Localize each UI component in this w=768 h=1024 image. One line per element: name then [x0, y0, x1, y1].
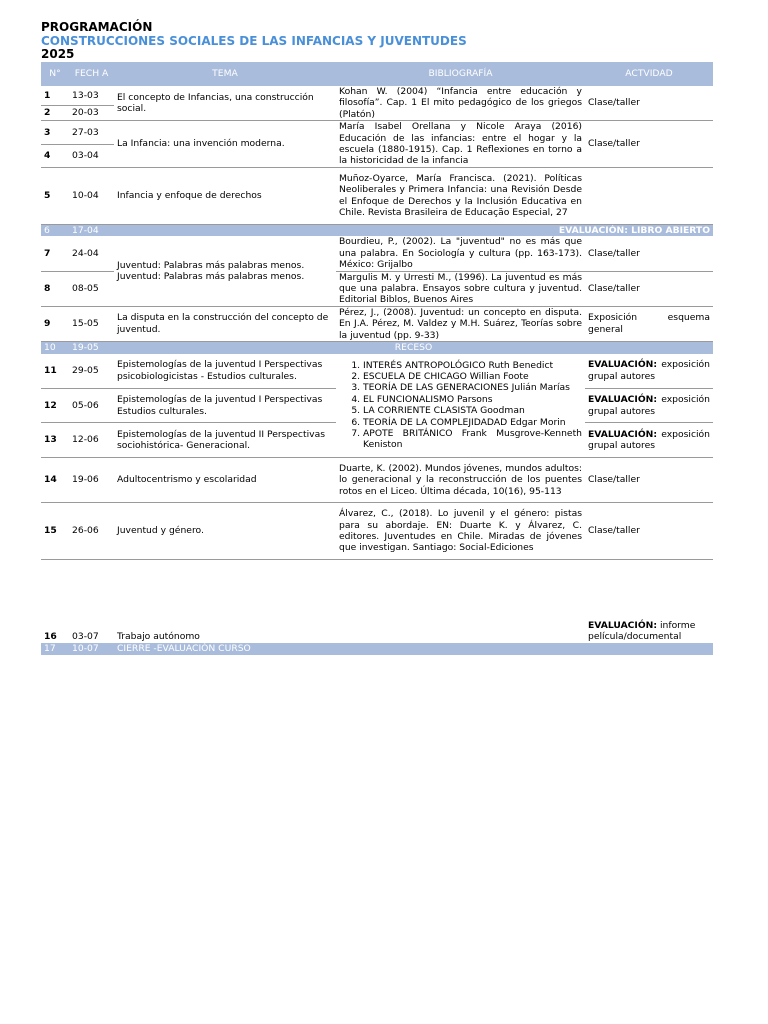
row-activity	[585, 354, 713, 389]
row-number: 5	[41, 167, 69, 224]
row-activity	[585, 167, 713, 224]
activity-text: exposición grupal autores	[588, 359, 710, 382]
row-activity	[585, 389, 713, 423]
row-topic: La disputa en la construcción del concepto de juventud.	[114, 306, 336, 341]
row-topic: Epistemologías de la juventud I Perspectivas psicobiologicistas - Estudios culturales.	[114, 354, 336, 389]
evaluation-label: EVALUACIÓN: LIBRO ABIERTO	[114, 224, 713, 236]
row-date: 29-05	[69, 354, 114, 389]
row-activity: Clase/taller	[585, 458, 713, 503]
row-number: 14	[41, 458, 69, 503]
row-bibliography: Muñoz-Oyarce, María Francisca. (2021). Políticas Neoliberales y Primera Infancia: una Revisión Desde el Enfoque de Derechos y la Inclusión Educativa en Chile. Revista Brasileira de Educação Especial, 27	[336, 167, 585, 224]
table-row	[41, 560, 713, 643]
row-date: 10-07	[69, 643, 114, 655]
row-date: 05-06	[69, 389, 114, 423]
column-header-bibliography: BIBLIOGRAFÍA	[336, 62, 585, 86]
authors-list-item: 3. TEORÍA DE LAS GENERACIONES Julián Marías	[363, 382, 582, 393]
row-date: 13-03	[69, 86, 114, 106]
evaluation-row	[41, 224, 713, 236]
row-number: 8	[41, 271, 69, 306]
document-title: PROGRAMACIÓN	[41, 20, 153, 34]
column-header-activity: ACTVIDAD	[585, 62, 713, 86]
row-number: 17	[41, 643, 69, 655]
row-bibliography: María Isabel Orellana y Nicole Araya (2016) Educación de las infancias: entre el hogar y la escuela (1880-1915). Cap. 1 Reflexiones en torno a la historicidad de la infancia	[336, 121, 585, 168]
row-activity: Clase/taller	[585, 271, 713, 306]
row-topic: El concepto de Infancias, una construcción social.	[114, 86, 336, 121]
table-row	[41, 236, 713, 271]
row-date: 19-05	[69, 342, 114, 354]
row-bibliography: Bourdieu, P., (2002). La "juventud" no es más que una palabra. En Sociología y cultura (pp. 163-173). México: Grijalbo	[336, 236, 585, 271]
authors-list	[339, 360, 582, 451]
row-date: 17-04	[69, 224, 114, 236]
row-number: 9	[41, 306, 69, 341]
authors-list-item: 2. ESCUELA DE CHICAGO Willian Foote	[363, 371, 582, 382]
column-header-date: FECH A	[69, 62, 114, 86]
row-number: 4	[41, 144, 69, 167]
row-date: 03-07	[72, 631, 99, 643]
row-topic: La Infancia: una invención moderna.	[114, 121, 336, 168]
row-topic: Juventud y género.	[114, 503, 336, 560]
row-activity	[585, 560, 713, 643]
row-topic: Infancia y enfoque de derechos	[114, 167, 336, 224]
row-date: 27-03	[69, 121, 114, 144]
document-year: 2025	[41, 47, 75, 61]
row-date: 10-04	[69, 167, 114, 224]
table-row	[41, 86, 713, 106]
table-row	[41, 354, 713, 389]
row-activity: Clase/taller	[585, 121, 713, 168]
row-date: 12-06	[69, 423, 114, 458]
recess-label: RECESO	[114, 342, 713, 354]
row-number: 7	[41, 236, 69, 271]
authors-list-item: 6. TEORÍA DE LA COMPLEJIDADAD Edgar Morin	[363, 417, 582, 428]
evaluation-tag: EVALUACIÓN:	[588, 619, 658, 631]
authors-list-item: 7. APOTE BRITÁNICO Frank Musgrove-Kenneth Keniston	[363, 428, 582, 451]
column-header-number: N°	[41, 62, 69, 86]
table-row	[41, 167, 713, 224]
evaluation-tag: EVALUACIÓN:	[588, 428, 658, 440]
table-row	[41, 458, 713, 503]
course-title: CONSTRUCCIONES SOCIALES DE LAS INFANCIAS Y JUVENTUDES	[41, 34, 467, 48]
row-bibliography: Kohan W. (2004) “Infancia entre educación y filosofía”. Cap. 1 El mito pedagógico de los griegos (Platón)	[336, 86, 585, 121]
row-number: 11	[41, 354, 69, 389]
row-number: 10	[41, 342, 69, 354]
row-bibliography	[336, 560, 585, 643]
row-bibliography: Álvarez, C., (2018). Lo juvenil y el género: pistas para su abordaje. EN: Duarte K. y Álvarez, C. editores. Juventudes en Chile. Miradas de jóvenes que investigan. Santiago: Social-Ediciones	[336, 503, 585, 560]
row-activity: Exposición esquema general	[585, 306, 713, 341]
row-topic: Epistemologías de la juventud II Perspectivas sociohistórica- Generacional.	[114, 423, 336, 458]
authors-list-item: 5. LA CORRIENTE CLASISTA Goodman	[363, 405, 582, 416]
row-bibliography: Pérez, J., (2008). Juventud: un concepto en disputa. En J.A. Pérez, M. Valdez y M.H. Suárez, Teorías sobre la juventud (pp. 9-33)	[336, 306, 585, 341]
table-row	[41, 121, 713, 144]
row-activity	[585, 423, 713, 458]
row-number: 2	[41, 106, 69, 121]
row-date: 26-06	[69, 503, 114, 560]
row-activity: Clase/taller	[585, 86, 713, 121]
row-date: 19-06	[69, 458, 114, 503]
activity-text: exposición grupal autores	[588, 394, 710, 417]
closing-label: CIERRE -EVALUACIÓN CURSO	[114, 643, 713, 655]
row-topic: Trabajo autónomo	[117, 631, 200, 643]
row-date: 03-04	[69, 144, 114, 167]
row-number: 3	[41, 121, 69, 144]
table-row	[41, 503, 713, 560]
closing-row	[41, 643, 713, 655]
authors-list-cell	[336, 354, 585, 458]
authors-list-item: 1. INTERÉS ANTROPOLÓGICO Ruth Benedict	[363, 360, 582, 371]
row-date: 15-05	[69, 306, 114, 341]
evaluation-tag: EVALUACIÓN:	[588, 359, 658, 371]
activity-text: informe película/documental	[588, 619, 696, 643]
row-bibliography: Margulis M. y Urresti M., (1996). La juventud es más que una palabra. Ensayos sobre cultura y juventud. Editorial Biblos, Buenos Aires	[336, 271, 585, 306]
row-activity: Clase/taller	[585, 236, 713, 271]
authors-list-item: 4. EL FUNCIONALISMO Parsons	[363, 394, 582, 405]
row-topic: Adultocentrismo y escolaridad	[114, 458, 336, 503]
row-activity: Clase/taller	[585, 503, 713, 560]
row-number: 16	[44, 631, 57, 643]
row-number: 12	[41, 389, 69, 423]
row-number: 1	[41, 86, 69, 106]
activity-text: exposición grupal autores	[588, 428, 710, 451]
row-date: 24-04	[69, 236, 114, 271]
row-number: 13	[41, 423, 69, 458]
row-date: 20-03	[69, 106, 114, 121]
row-bibliography: Duarte, K. (2002). Mundos jóvenes, mundos adultos: lo generacional y la reconstrucción de los puentes rotos en el Liceo. Última década, 10(16), 95-113	[336, 458, 585, 503]
row-number: 15	[41, 503, 69, 560]
recess-row	[41, 342, 713, 354]
table-row	[41, 306, 713, 341]
row-topic: Epistemologías de la juventud I Perspectivas Estudios culturales.	[114, 389, 336, 423]
column-header-topic: TEMA	[114, 62, 336, 86]
evaluation-tag: EVALUACIÓN:	[588, 394, 658, 406]
row-topic: Juventud: Palabras más palabras menos. Juventud: Palabras más palabras menos.	[114, 236, 336, 306]
row-date: 08-05	[69, 271, 114, 306]
schedule-table	[41, 62, 713, 655]
row-number: 6	[41, 224, 69, 236]
